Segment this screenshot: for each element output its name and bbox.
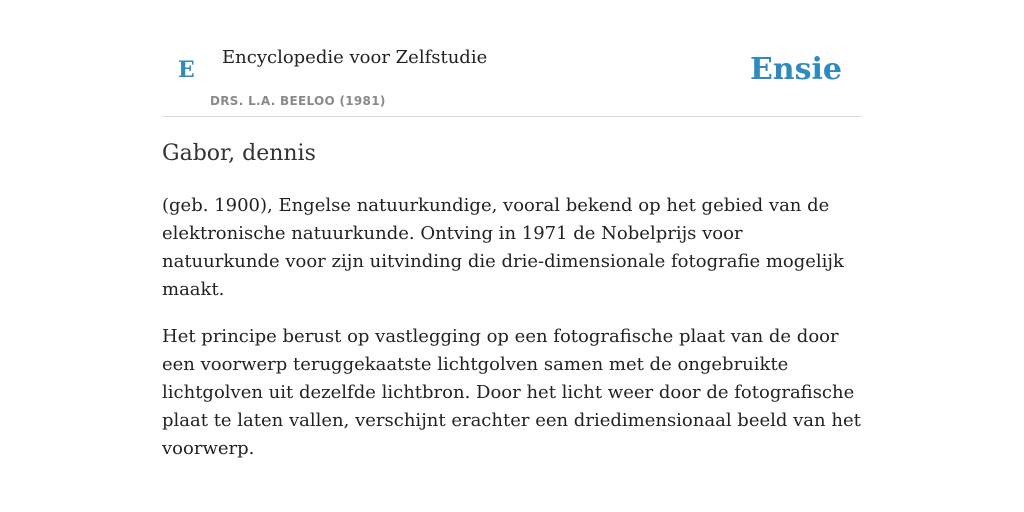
page-header	[162, 0, 862, 117]
entry-content	[162, 136, 862, 463]
entry-title: Gabor, dennis	[162, 141, 316, 166]
entry-paragraph-2: Het principe berust op vastlegging op een fotografische plaat van de door een voorwerp teruggekaatste lichtgolven samen met de ongebruikte lichtgolven uit dezelfde lichtbron. Door het licht weer door de fotografische plaat te laten vallen, verschijnt erachter een driedimensionaal beeld van het voorwerp.	[162, 326, 861, 459]
book-logo-icon[interactable]: E	[178, 57, 195, 83]
ensie-logo-link[interactable]: Ensie	[749, 52, 842, 87]
book-title-link[interactable]: Encyclopedie voor Zelfstudie	[222, 47, 488, 68]
author-line: DRS. L.A. BEELOO (1981)	[210, 94, 386, 108]
entry-paragraph-1: (geb. 1900), Engelse natuurkundige, vooral bekend op het gebied van de elektronische natuurkunde. Ontving in 1971 de Nobelprijs voor natuurkunde voor zijn uitvinding die drie-dimensionale fotografie mogelijk maakt.	[162, 195, 844, 300]
